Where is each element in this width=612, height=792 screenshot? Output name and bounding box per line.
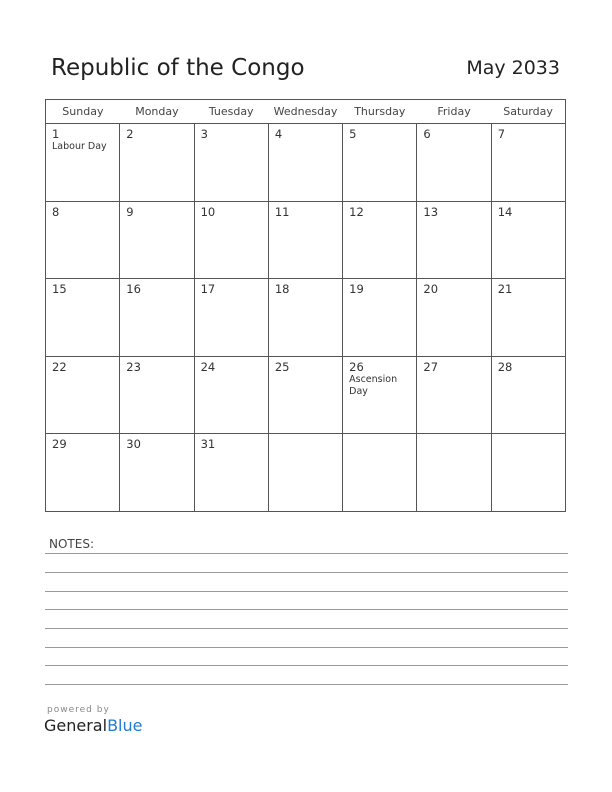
holiday-label: Labour Day (52, 141, 107, 152)
notes-label: NOTES: (49, 537, 94, 551)
weekday-saturday: Saturday (491, 100, 565, 124)
day-number: 15 (52, 282, 67, 296)
day-number: 4 (274, 127, 283, 141)
weekday-sunday: Sunday (46, 100, 120, 124)
day-number: 6 (423, 127, 431, 141)
day-cell (46, 279, 120, 357)
brand-general: General (44, 716, 108, 735)
day-cell (343, 124, 417, 202)
day-cell (194, 279, 268, 357)
day-cell (268, 201, 342, 279)
day-cell (120, 356, 194, 434)
day-cell (194, 124, 268, 202)
day-cell (194, 356, 268, 434)
day-cell (491, 201, 565, 279)
day-cell (343, 356, 417, 434)
day-number: 18 (274, 282, 290, 296)
day-number: 9 (126, 204, 134, 219)
day-number: 19 (349, 282, 364, 296)
day-number: 24 (200, 359, 216, 374)
day-number: 16 (126, 282, 141, 296)
day-number: 11 (274, 204, 290, 219)
note-line (45, 572, 568, 573)
day-number: 23 (126, 359, 141, 374)
day-number: 2 (126, 127, 134, 141)
week-row (46, 201, 566, 279)
month-year: May 2033 (466, 57, 560, 79)
day-cell (120, 434, 194, 512)
day-number: 13 (423, 204, 439, 219)
brand-blue: Blue (107, 716, 143, 735)
day-number: 17 (200, 282, 216, 296)
day-number: 7 (497, 127, 506, 141)
weekday-monday: Monday (120, 100, 194, 124)
day-cell (268, 124, 342, 202)
holiday-label: Ascension Day (349, 373, 398, 397)
day-cell (343, 201, 417, 279)
week-row (46, 356, 566, 434)
day-number: 26 (349, 359, 364, 374)
day-number: 28 (497, 359, 513, 374)
note-line (45, 628, 568, 629)
day-cell (417, 124, 491, 202)
day-cell (417, 279, 491, 357)
day-cell (46, 434, 120, 512)
weekday-tuesday: Tuesday (194, 100, 268, 124)
day-cell (268, 356, 342, 434)
weekday-wednesday: Wednesday (268, 100, 342, 124)
day-cell (120, 201, 194, 279)
day-number: 21 (497, 282, 513, 296)
day-number: 12 (349, 204, 364, 219)
note-line (45, 553, 568, 554)
day-cell (343, 434, 417, 512)
note-line (45, 591, 568, 592)
day-cell (491, 434, 565, 512)
day-number: 10 (200, 204, 216, 219)
day-number: 25 (274, 359, 290, 374)
day-cell (417, 356, 491, 434)
day-number: 14 (497, 204, 513, 219)
day-number: 1 (52, 127, 60, 141)
day-cell (46, 201, 120, 279)
day-cell (46, 356, 120, 434)
week-row (46, 434, 566, 512)
day-cell (120, 279, 194, 357)
note-line (45, 647, 568, 648)
day-cell (268, 434, 342, 512)
day-number: 8 (52, 204, 60, 219)
weekday-friday: Friday (417, 100, 491, 124)
powered-by-text: powered by (47, 705, 110, 715)
day-cell (417, 201, 491, 279)
day-cell (194, 201, 268, 279)
day-number: 29 (52, 437, 67, 451)
day-number: 22 (52, 359, 67, 374)
day-number: 27 (423, 359, 439, 374)
day-number: 31 (200, 437, 216, 451)
calendar-grid (45, 99, 566, 512)
weekday-header-row (46, 100, 566, 124)
note-line (45, 684, 568, 685)
day-cell (491, 124, 565, 202)
day-number: 3 (200, 127, 208, 141)
day-cell (46, 124, 120, 202)
note-line (45, 609, 568, 610)
week-row (46, 279, 566, 357)
day-cell (343, 279, 417, 357)
day-cell (491, 279, 565, 357)
day-number: 20 (423, 282, 439, 296)
day-cell (491, 356, 565, 434)
calendar-title: Republic of the Congo (51, 55, 305, 81)
note-line (45, 665, 568, 666)
day-cell (194, 434, 268, 512)
day-cell (417, 434, 491, 512)
weekday-thursday: Thursday (343, 100, 417, 124)
day-number: 5 (349, 127, 357, 141)
day-cell (268, 279, 342, 357)
week-row (46, 124, 566, 202)
day-number: 30 (126, 437, 141, 451)
brand-logo (44, 716, 142, 735)
day-cell (120, 124, 194, 202)
